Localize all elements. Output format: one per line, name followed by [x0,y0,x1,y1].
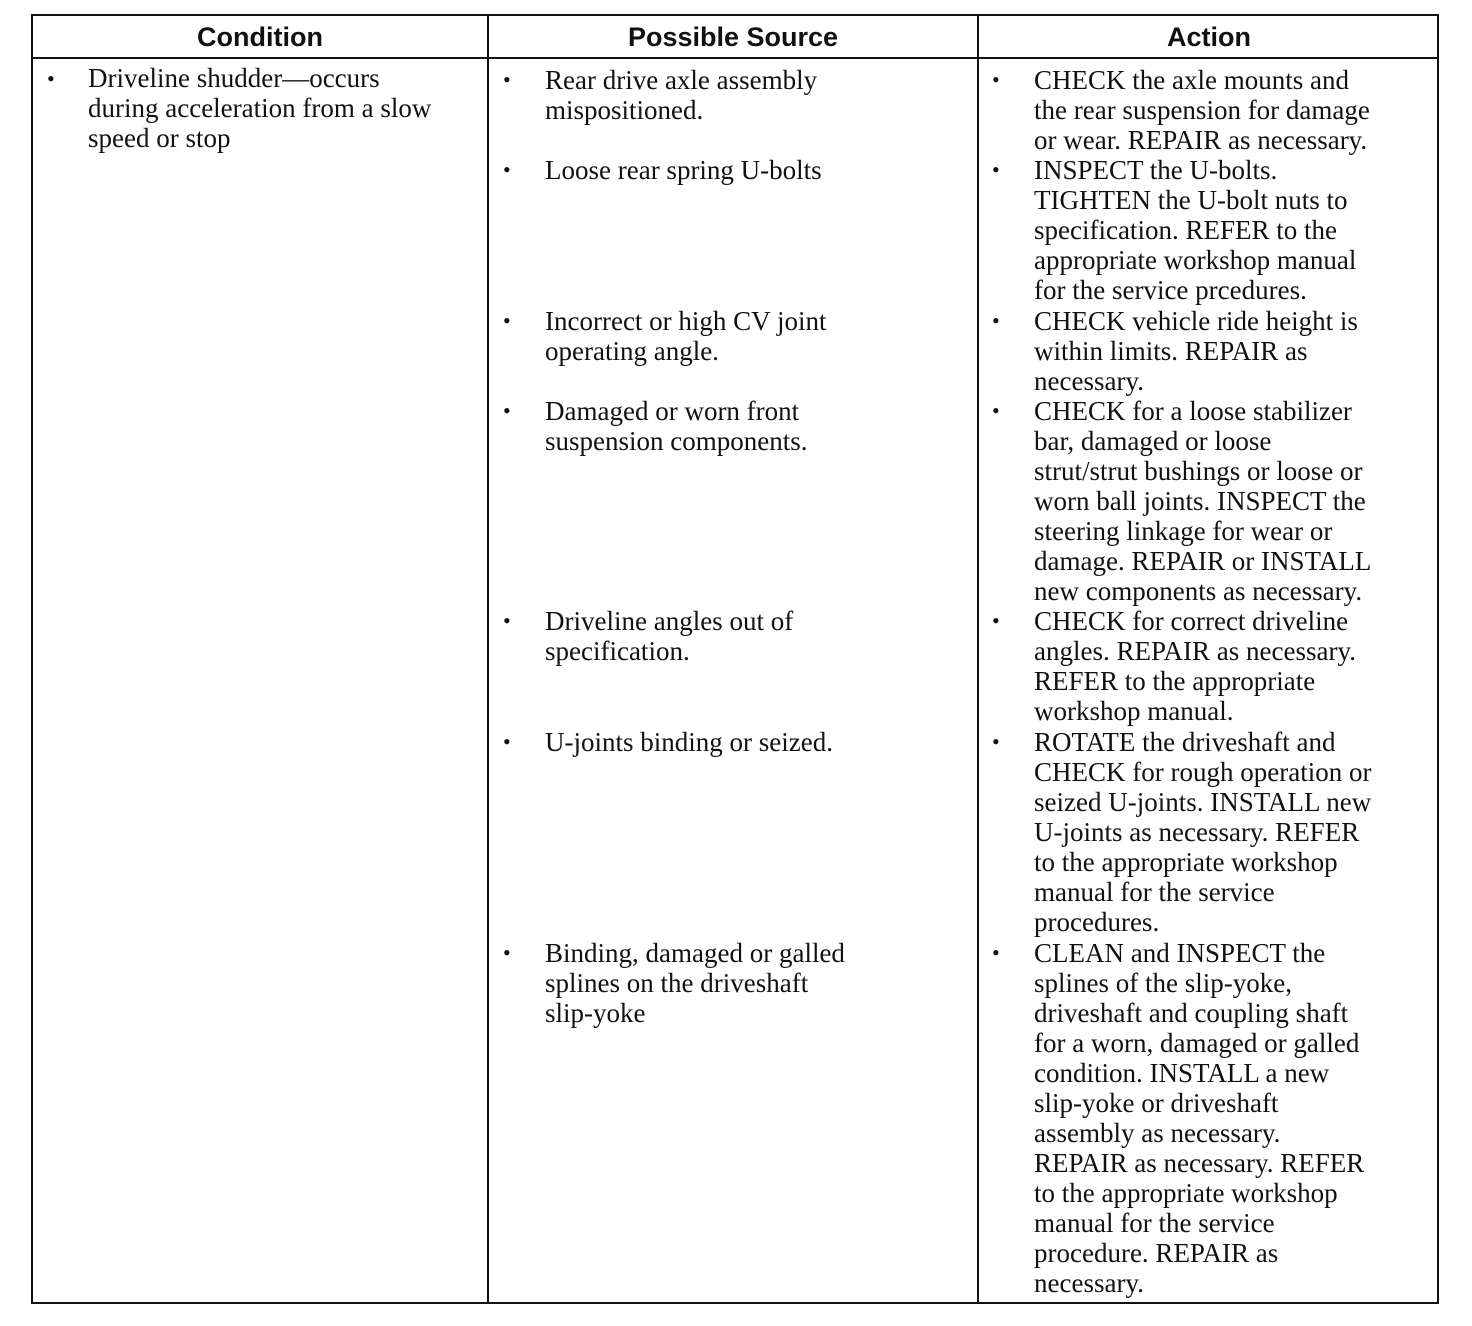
source-text-line: mispositioned. [545,95,704,125]
source-bullet: • [503,67,511,92]
action-text-line: necessary. [1034,366,1144,396]
action-text-line: workshop manual. [1034,696,1234,726]
action-text-line: assembly as necessary. [1034,1118,1281,1148]
source-text-line: splines on the driveshaft [545,968,809,998]
action-text-line: the rear suspension for damage [1034,95,1370,125]
source-text-line: Loose rear spring U-bolts [545,155,822,185]
source-bullet: • [503,608,511,633]
source-bullet: • [503,308,511,333]
column-divider-2 [977,16,979,1302]
action-text-line: seized U-joints. INSTALL new [1034,787,1372,817]
condition-text-line: speed or stop [88,123,231,153]
action-text-line: TIGHTEN the U-bolt nuts to [1034,185,1348,215]
action-text-line: bar, damaged or loose [1034,426,1272,456]
action-bullet: • [992,608,1000,633]
action-text-line: driveshaft and coupling shaft [1034,998,1349,1028]
action-text-line: CHECK for a loose stabilizer [1034,396,1352,426]
header-action: Action [1167,22,1251,52]
action-text-line: procedures. [1034,907,1160,937]
condition-text-line: during acceleration from a slow [88,93,432,123]
action-bullet: • [992,398,1000,423]
action-text-line: new components as necessary. [1034,576,1363,606]
source-bullet: • [503,398,511,423]
source-text-line: Damaged or worn front [545,396,800,426]
action-text-line: CHECK for correct driveline [1034,606,1349,636]
action-text-line: worn ball joints. INSPECT the [1034,486,1366,516]
action-text-line: CHECK for rough operation or [1034,757,1372,787]
source-text-line: Driveline angles out of [545,606,794,636]
source-text-line: Incorrect or high CV joint [545,306,827,336]
action-bullet: • [992,67,1000,92]
column-divider-1 [487,16,489,1302]
action-text-line: to the appropriate workshop [1034,1178,1338,1208]
source-text-line: operating angle. [545,336,719,366]
action-text-line: manual for the service [1034,1208,1275,1238]
action-text-line: or wear. REPAIR as necessary. [1034,125,1368,155]
action-text-line: INSPECT the U-bolts. [1034,155,1278,185]
action-text-line: appropriate workshop manual [1034,245,1357,275]
action-text-line: CLEAN and INSPECT the [1034,938,1326,968]
source-text-line: specification. [545,636,690,666]
source-bullet: • [503,729,511,754]
header-divider [33,57,1437,59]
source-text-line: Binding, damaged or galled [545,938,845,968]
source-text-line: U-joints binding or seized. [545,727,833,757]
action-text-line: condition. INSTALL a new [1034,1058,1330,1088]
action-text-line: damage. REPAIR or INSTALL [1034,546,1372,576]
header-condition: Condition [197,22,323,52]
action-bullet: • [992,308,1000,333]
action-text-line: for the service prcedures. [1034,275,1307,305]
action-text-line: procedure. REPAIR as [1034,1238,1279,1268]
condition-text-line: Driveline shudder—occurs [88,63,380,93]
source-text-line: suspension components. [545,426,808,456]
action-text-line: for a worn, damaged or galled [1034,1028,1360,1058]
action-text-line: strut/strut bushings or loose or [1034,456,1363,486]
source-text-line: slip-yoke [545,998,646,1028]
source-bullet: • [503,157,511,182]
action-bullet: • [992,157,1000,182]
condition-bullet: • [47,66,55,91]
action-text-line: REFER to the appropriate [1034,666,1316,696]
action-bullet: • [992,940,1000,965]
header-possible-source: Possible Source [627,22,839,52]
action-text-line: steering linkage for wear or [1034,516,1333,546]
action-text-line: ROTATE the driveshaft and [1034,727,1336,757]
action-text-line: slip-yoke or driveshaft [1034,1088,1279,1118]
source-text-line: Rear drive axle assembly [545,65,818,95]
action-text-line: angles. REPAIR as necessary. [1034,636,1356,666]
action-text-line: manual for the service [1034,877,1275,907]
action-text-line: specification. REFER to the [1034,215,1337,245]
action-text-line: CHECK the axle mounts and [1034,65,1349,95]
action-text-line: U-joints as necessary. REFER [1034,817,1360,847]
source-bullet: • [503,940,511,965]
action-text-line: CHECK vehicle ride height is [1034,306,1358,336]
action-text-line: splines of the slip-yoke, [1034,968,1292,998]
action-bullet: • [992,729,1000,754]
action-text-line: necessary. [1034,1268,1144,1298]
action-text-line: to the appropriate workshop [1034,847,1338,877]
action-text-line: REPAIR as necessary. REFER [1034,1148,1365,1178]
action-text-line: within limits. REPAIR as [1034,336,1308,366]
